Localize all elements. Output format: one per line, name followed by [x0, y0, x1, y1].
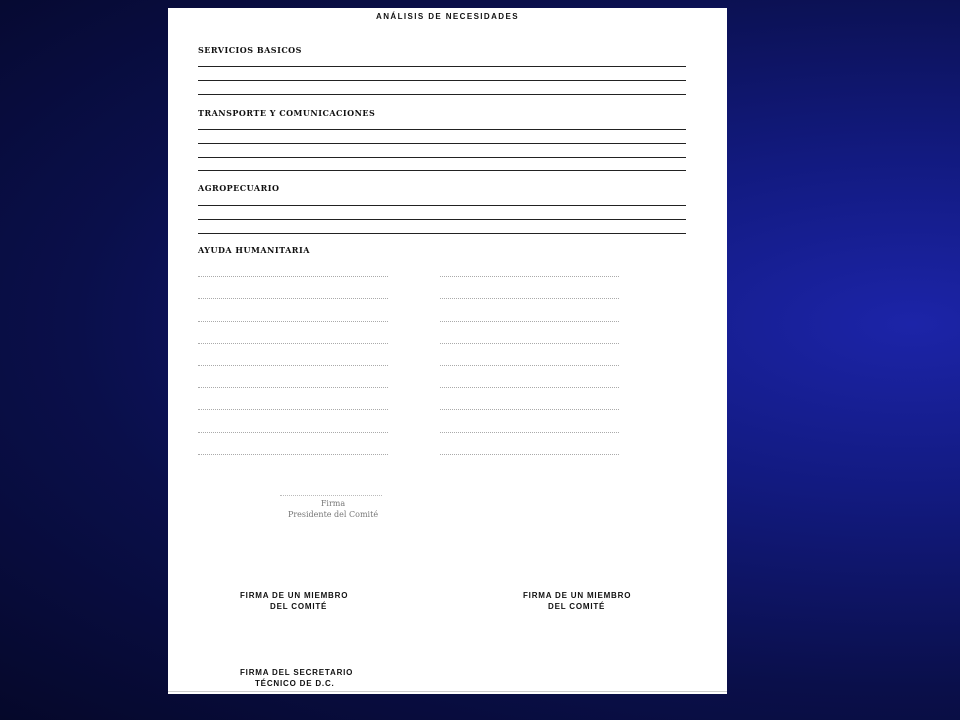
firma-role: Presidente del Comité	[287, 510, 379, 519]
dotted-line	[440, 387, 619, 388]
signature-block-miembro-1	[240, 590, 348, 612]
answer-line	[198, 94, 686, 95]
page-bottom-rule	[168, 691, 727, 692]
answer-line	[198, 233, 686, 234]
dotted-line	[440, 343, 619, 344]
signature-line-2: TÉCNICO DE D.C.	[255, 679, 335, 688]
dotted-line	[440, 321, 619, 322]
dotted-line	[198, 276, 388, 277]
document-title: ANÁLISIS DE NECESIDADES	[376, 12, 519, 21]
dotted-line	[198, 387, 388, 388]
form-page	[168, 8, 727, 694]
dotted-line	[440, 298, 619, 299]
signature-line-1: FIRMA DEL SECRETARIO	[240, 668, 354, 677]
dotted-line	[198, 343, 388, 344]
answer-line	[198, 80, 686, 81]
dotted-line	[198, 409, 388, 410]
dotted-line	[440, 276, 619, 277]
signature-block-secretario	[240, 667, 353, 689]
section-title-ayuda: AYUDA HUMANITARIA	[198, 245, 310, 255]
dotted-line	[198, 454, 388, 455]
answer-line	[198, 143, 686, 144]
answer-line	[198, 219, 686, 220]
signature-line-2: DEL COMITÉ	[548, 602, 606, 611]
dotted-line	[440, 409, 619, 410]
answer-line	[198, 129, 686, 130]
signature-line-1: FIRMA DE UN MIEMBRO	[523, 591, 632, 600]
dotted-line	[440, 365, 619, 366]
answer-line	[198, 157, 686, 158]
dotted-line	[198, 321, 388, 322]
signature-block-miembro-2	[523, 590, 631, 612]
dotted-line	[440, 454, 619, 455]
answer-line	[198, 205, 686, 206]
signature-line-1: FIRMA DE UN MIEMBRO	[240, 591, 349, 600]
answer-line	[198, 66, 686, 67]
firma-label: Firma	[320, 499, 346, 508]
answer-line	[198, 170, 686, 171]
section-title-servicios: SERVICIOS BASICOS	[198, 45, 302, 55]
dotted-line	[198, 298, 388, 299]
dotted-line	[198, 432, 388, 433]
section-title-transporte: TRANSPORTE Y COMUNICACIONES	[198, 108, 376, 118]
section-title-agropecuario: AGROPECUARIO	[198, 183, 280, 193]
firma-line	[280, 495, 382, 496]
dotted-line	[440, 432, 619, 433]
dotted-line	[198, 365, 388, 366]
signature-line-2: DEL COMITÉ	[270, 602, 328, 611]
